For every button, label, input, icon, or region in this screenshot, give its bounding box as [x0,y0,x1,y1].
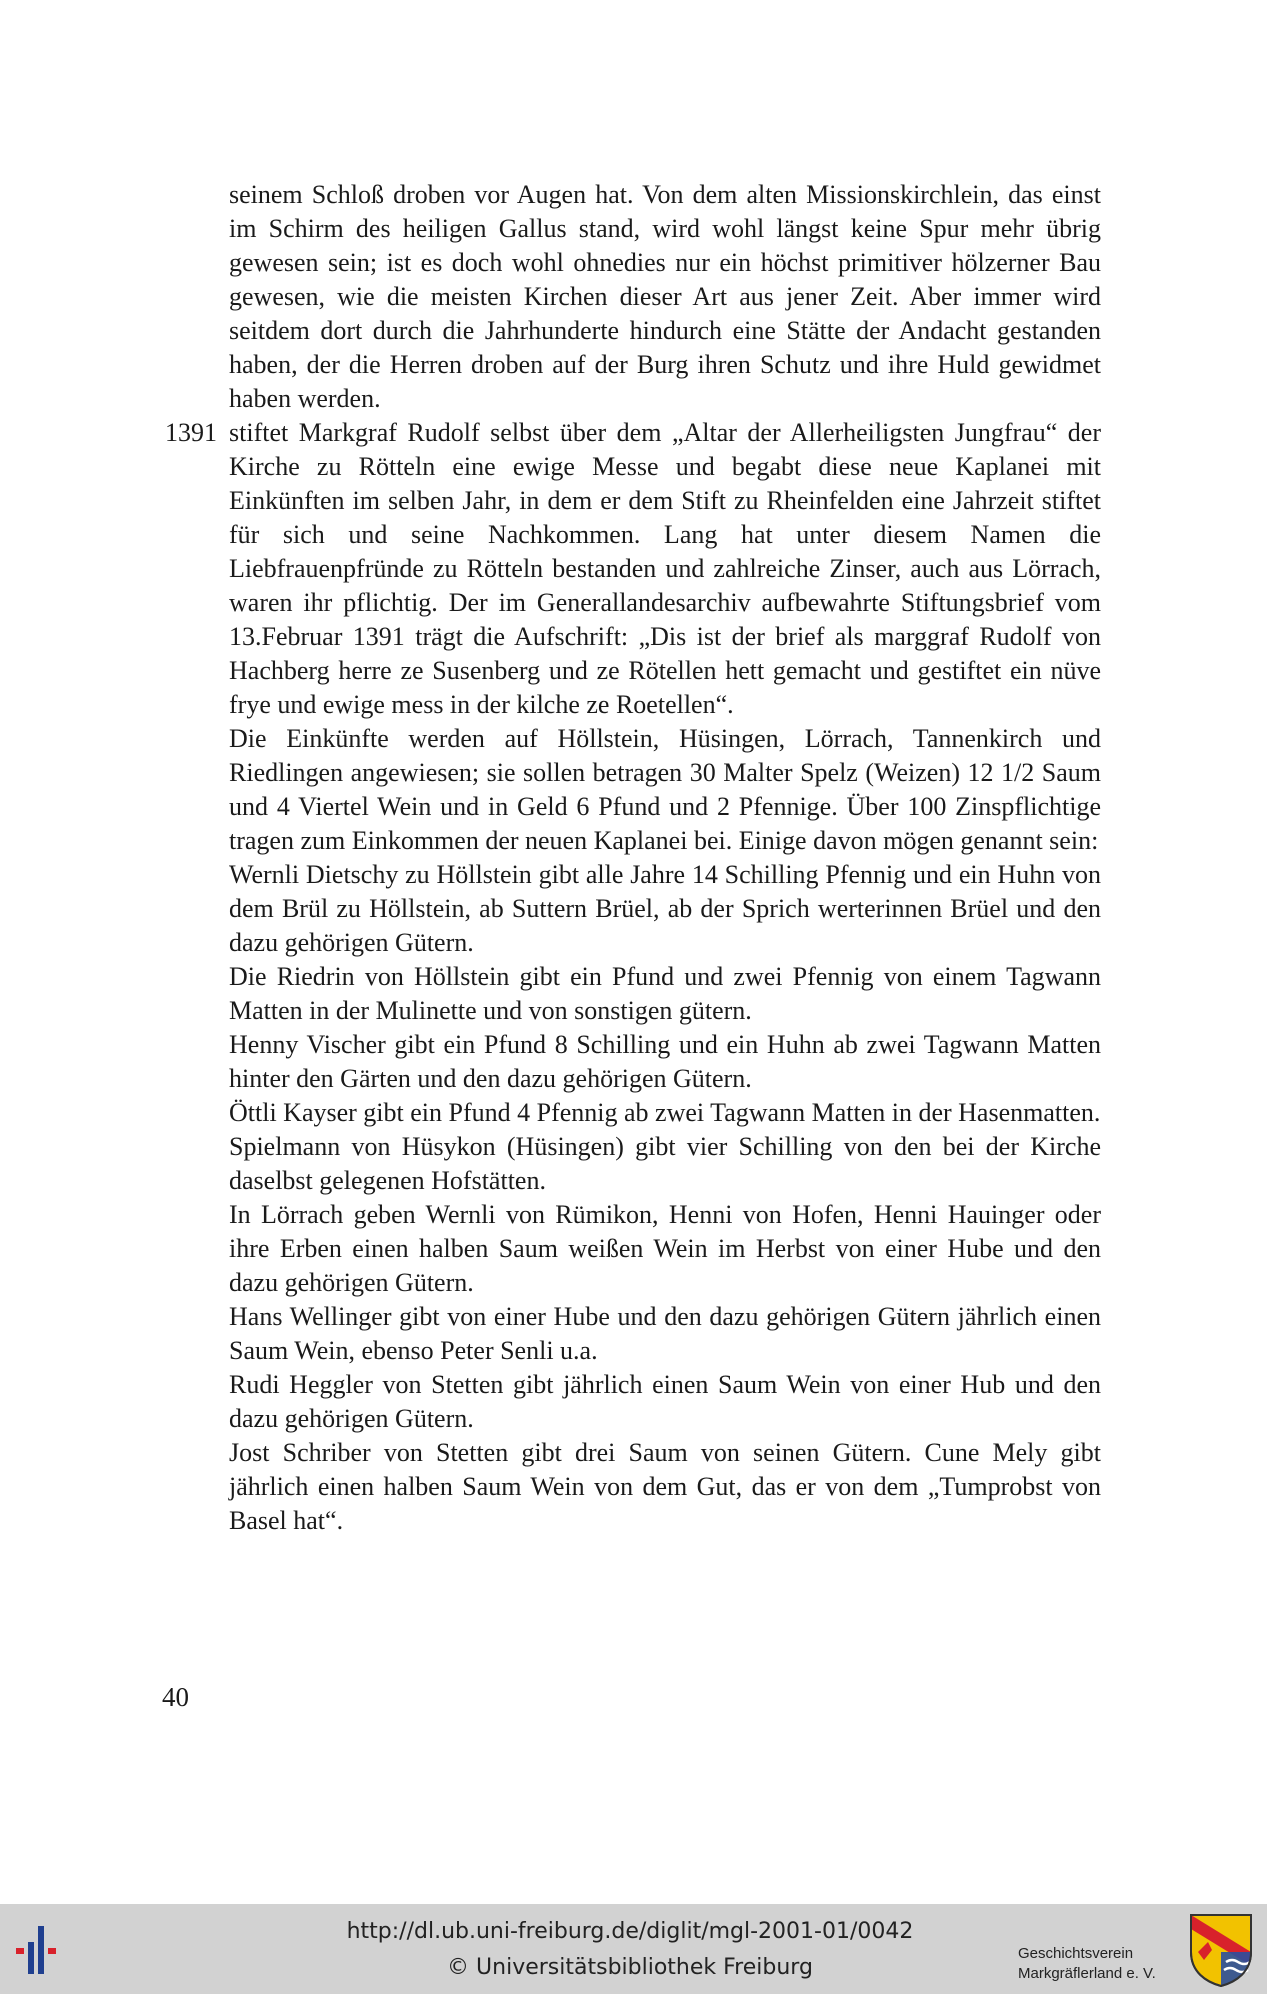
ub-freiburg-logo-icon[interactable] [14,1922,76,1978]
footer-org-line1: Geschichtsverein [1018,1945,1134,1962]
paragraph-3: Die Einkünfte werden auf Höllstein, Hüsingen, Lörrach, Tannenkirch und Riedlingen angewiesen; sie sollen betragen 30 Malter Spelz (Weizen) 12 1/2 Saum und 4 Viertel Wein und in Geld 6 Pfund und 2 Pfennige. Über 100 Zinspflichtige tragen zum Einkommen der neuen Kaplanei bei. Einige davon mögen genannt sein: [229,724,1101,855]
footer-copyright: © Universitätsbibliothek Freiburg [447,1955,813,1980]
paragraph-8: Spielmann von Hüsykon (Hüsingen) gibt vier Schilling von den bei der Kirche daselbst gelegenen Hofstätten. [229,1132,1101,1195]
paragraph-9: In Lörrach geben Wernli von Rümikon, Henni von Hofen, Henni Hauinger oder ihre Erben einen halben Saum weißen Wein im Herbst von einer Hube und den dazu gehörigen Gütern. [229,1200,1101,1297]
footer-org-line2: Markgräflerland e. V. [1018,1965,1156,1982]
footer-url-link[interactable]: http://dl.ub.uni-freiburg.de/diglit/mgl-2001-01/0042 [346,1919,914,1944]
page-number: 40 [162,1682,189,1712]
paragraph-1: seinem Schloß droben vor Augen hat. Von dem alten Missionskirchlein, das einst im Schirm des heiligen Gallus stand, wird wohl längst keine Spur mehr übrig gewesen sein; ist es doch wohl ohnedies nur ein höchst primitiver hölzerner Bau gewesen, wie die meisten Kirchen dieser Art aus jener Zeit. Aber immer wird seitdem dort durch die Jahrhunderte hindurch eine Stätte der Andacht gestanden haben, der die Herren droben auf der Burg ihren Schutz und ihre Huld gewidmet haben werden. [229,180,1101,413]
paragraph-6: Henny Vischer gibt ein Pfund 8 Schilling und ein Huhn ab zwei Tagwann Matten hinter den Gärten und den dazu gehörigen Gütern. [229,1030,1101,1093]
paragraph-2: stiftet Markgraf Rudolf selbst über dem „Altar der Allerheiligsten Jungfrau“ der Kirche zu Rötteln eine ewige Messe und begabt diese neue Kaplanei mit Einkünften im selben Jahr, in dem er dem Stift zu Rheinfelden eine Jahrzeit stiftet für sich und seine Nachkommen. Lang hat unter diesem Namen die Liebfrauenpfründe zu Rötteln bestanden und zahlreiche Zinser, auch aus Lörrach, waren ihr pflichtig. Der im Generallandesarchiv aufbewahrte Stiftungsbrief vom 13.Februar 1391 trägt die Aufschrift: „Dis ist der brief als marggraf Rudolf von Hachberg herre ze Susenberg und ze Rötellen hett gemacht und gestiftet ein nüve frye und ewige mess in der kilche ze Roetellen“. [229,418,1101,719]
coat-of-arms-icon[interactable] [1188,1912,1254,1988]
footer-org-name [1018,1944,1188,1984]
paragraph-5: Die Riedrin von Höllstein gibt ein Pfund und zwei Pfennig von einem Tagwann Matten in der Mulinette und von sonstigen gütern. [229,962,1101,1025]
year-marker: 1391 [165,418,217,447]
entry-1391 [165,416,1101,722]
paragraph-10: Hans Wellinger gibt von einer Hube und den dazu gehörigen Gütern jährlich einen Saum Wein, ebenso Peter Senli u.a. [229,1302,1101,1365]
footer-bar [0,1904,1267,1994]
paragraph-7: Öttli Kayser gibt ein Pfund 4 Pfennig ab zwei Tagwann Matten in der Hasenmatten. [229,1098,1101,1127]
footer-center [270,1914,990,1986]
paragraph-4: Wernli Dietschy zu Höllstein gibt alle Jahre 14 Schilling Pfennig und ein Huhn von dem Brül zu Höllstein, ab Suttern Brüel, ab der Sprich werterinnen Brüel und den dazu gehörigen Gütern. [229,860,1101,957]
body-text [165,178,1101,1538]
paragraph-12: Jost Schriber von Stetten gibt drei Saum von seinen Gütern. Cune Mely gibt jährlich einen halben Saum Wein von dem Gut, das er von dem „Tumprobst von Basel hat“. [229,1438,1101,1535]
paragraph-11: Rudi Heggler von Stetten gibt jährlich einen Saum Wein von einer Hub und den dazu gehörigen Gütern. [229,1370,1101,1433]
